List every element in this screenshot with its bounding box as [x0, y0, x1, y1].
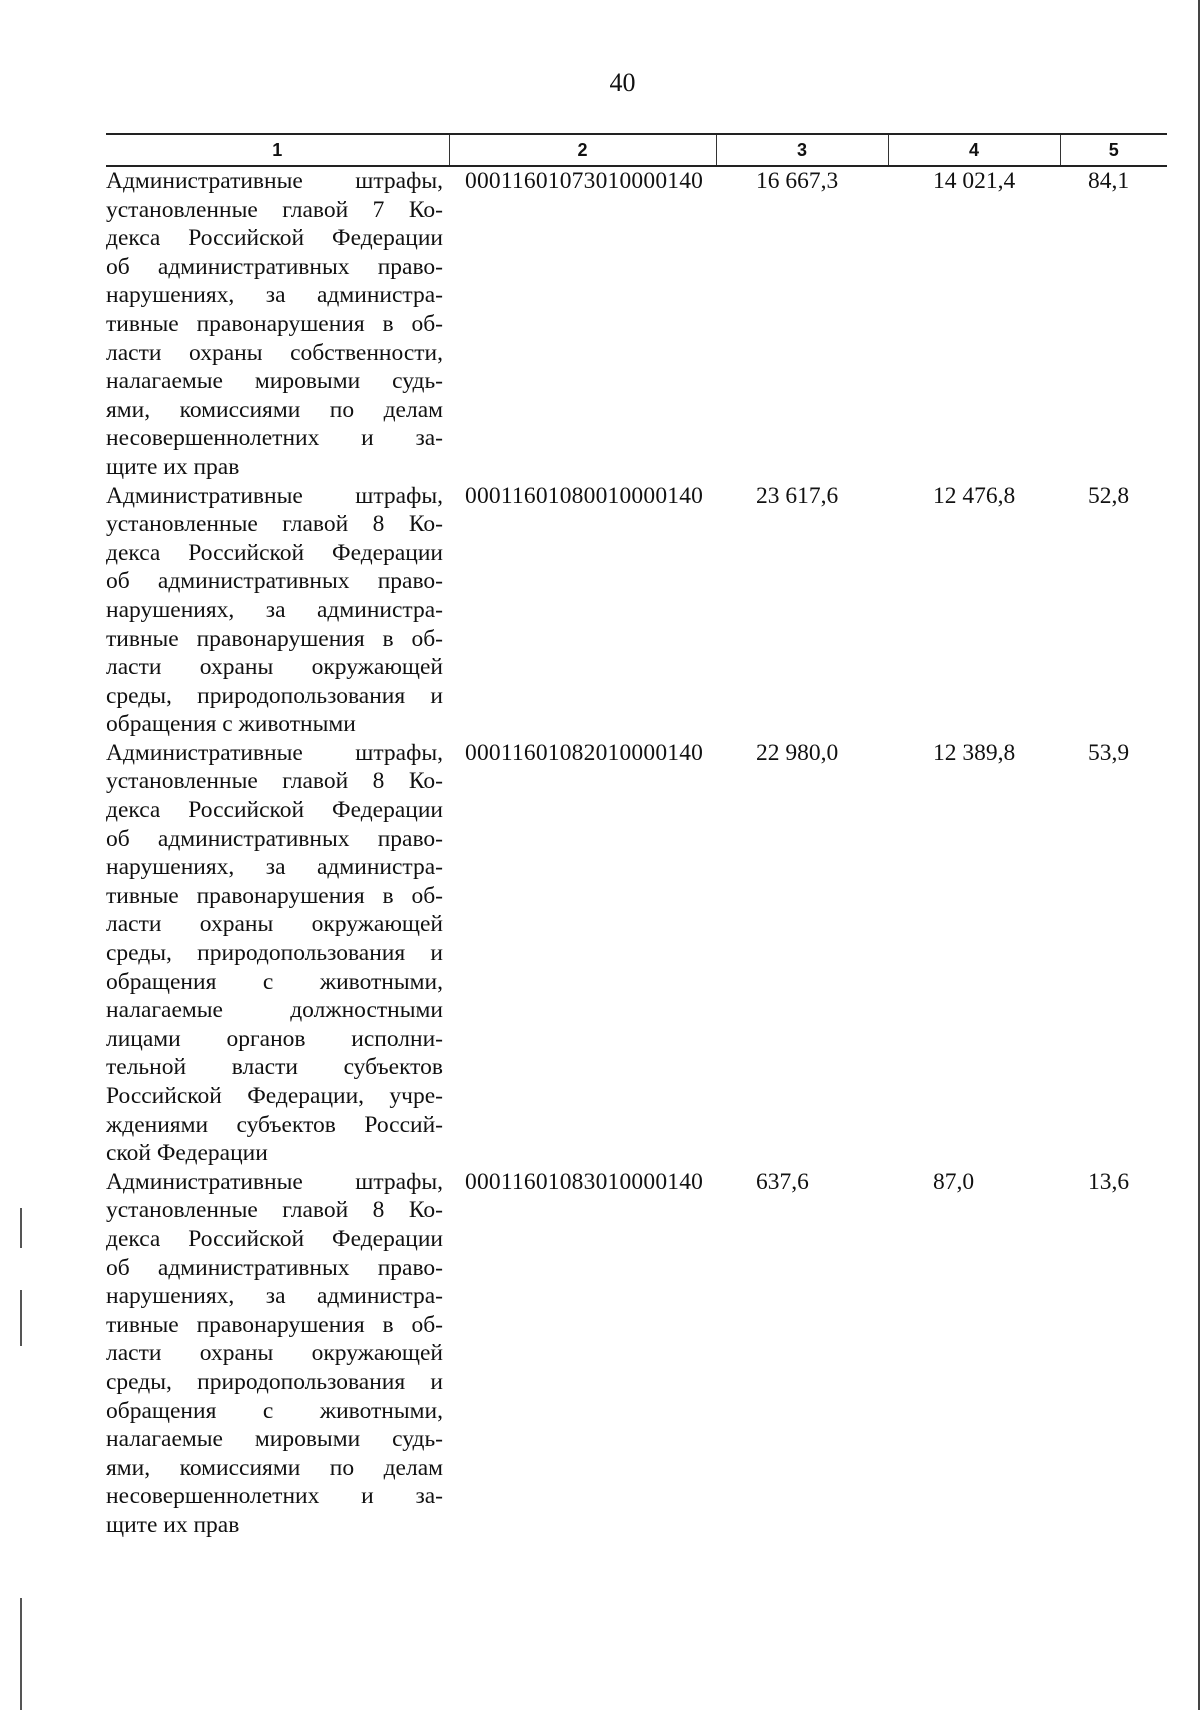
revenue-name-cell	[106, 739, 449, 1168]
revenue-name-line: нарушениях, за администра-	[106, 1283, 443, 1310]
revenue-name-line: Административные штрафы,	[106, 739, 443, 766]
revenue-name-line: тивные правонарушения в об-	[106, 1311, 443, 1338]
revenue-name-line: тивные правонарушения в об-	[106, 625, 443, 652]
budget-code-cell: 00011601080010000140	[465, 482, 704, 509]
budget-table-container	[106, 133, 1167, 1540]
revenue-name-line: налагаемые мировыми судь-	[106, 1426, 443, 1453]
header-col-2: 2	[449, 134, 716, 166]
revenue-name-line: нарушениях, за администра-	[106, 282, 443, 309]
revenue-name-line: налагаемые мировыми судь-	[106, 368, 443, 395]
revenue-name-line: среды, природопользования и	[106, 1368, 443, 1395]
revenue-name-line: ласти охраны окружающей	[106, 1340, 443, 1367]
header-col-5: 5	[1060, 134, 1167, 166]
revenue-name-line: ями, комиссиями по делам	[106, 1454, 443, 1481]
revenue-name-line: нарушениях, за администра-	[106, 854, 443, 881]
revenue-name-line: ласти охраны собственности,	[106, 339, 443, 366]
page-number: 40	[609, 68, 636, 97]
revenue-name-line: несовершеннолетних и за-	[106, 425, 443, 452]
revenue-name-cell	[106, 482, 449, 739]
revenue-name-line: ласти охраны окружающей	[106, 911, 443, 938]
revenue-name-line: ласти охраны окружающей	[106, 654, 443, 681]
budget-code-cell: 00011601073010000140	[465, 168, 704, 194]
revenue-name-line: обращения с животными	[106, 711, 356, 738]
revenue-name-line: декса Российской Федерации	[106, 797, 443, 824]
header-row	[106, 134, 1167, 166]
table-row	[106, 1168, 1167, 1540]
revenue-name-line: Административные штрафы,	[106, 168, 443, 194]
value-col-5-cell: 52,8	[1088, 482, 1130, 509]
header-col-1: 1	[106, 134, 449, 166]
table-header	[106, 134, 1167, 166]
revenue-name-line: Административные штрафы,	[106, 482, 443, 509]
revenue-name-line: среды, природопользования и	[106, 940, 443, 967]
revenue-name-line: декса Российской Федерации	[106, 539, 443, 566]
revenue-name-line: об административных право-	[106, 1254, 443, 1281]
revenue-name-line: установленные главой 7 Ко-	[106, 196, 443, 223]
table-body	[106, 166, 1167, 1540]
revenue-name-line: Административные штрафы,	[106, 1168, 443, 1195]
revenue-name-cell	[106, 1168, 449, 1540]
revenue-name-line: обращения с животными,	[106, 1397, 443, 1424]
value-col-3-cell: 23 617,6	[756, 482, 839, 509]
revenue-name-line: установленные главой 8 Ко-	[106, 1197, 443, 1224]
budget-code-cell: 00011601082010000140	[465, 739, 704, 766]
value-col-5-cell: 84,1	[1088, 168, 1130, 194]
table-row	[106, 482, 1167, 739]
revenue-name-line: тивные правонарушения в об-	[106, 310, 443, 337]
value-col-5-cell: 53,9	[1088, 739, 1130, 766]
header-col-3: 3	[716, 134, 888, 166]
revenue-name-line: обращения с животными,	[106, 968, 443, 995]
revenue-name-line: тивные правонарушения в об-	[106, 882, 443, 909]
revenue-name-line: среды, природопользования и	[106, 682, 443, 709]
revenue-name-line: декса Российской Федерации	[106, 1225, 443, 1252]
scan-margin-mark	[20, 1208, 22, 1248]
revenue-name-line: об административных право-	[106, 253, 443, 280]
value-col-5-cell: 13,6	[1088, 1168, 1130, 1195]
revenue-name-line: об административных право-	[106, 825, 443, 852]
value-col-4-cell: 14 021,4	[933, 168, 1016, 194]
value-col-4-cell: 87,0	[933, 1168, 975, 1195]
value-col-3-cell: 22 980,0	[756, 739, 839, 766]
revenue-name-line: щите их прав	[106, 1511, 240, 1538]
budget-table	[106, 133, 1167, 1540]
table-row	[106, 739, 1167, 1168]
revenue-name-line: ской Федерации	[106, 1140, 268, 1167]
revenue-name-line: несовершеннолетних и за-	[106, 1483, 443, 1510]
revenue-name-line: щите их прав	[106, 453, 240, 480]
revenue-name-cell	[106, 166, 449, 482]
revenue-name-line: нарушениях, за администра-	[106, 596, 443, 623]
revenue-name-line: налагаемые должностными	[106, 997, 443, 1024]
revenue-name-line: тельной власти субъектов	[106, 1054, 443, 1081]
revenue-name-line: Российской Федерации, учре-	[106, 1083, 443, 1109]
revenue-name-line: декса Российской Федерации	[106, 225, 443, 252]
revenue-name-line: об административных право-	[106, 568, 443, 595]
header-col-4: 4	[888, 134, 1060, 166]
revenue-name-line: установленные главой 8 Ко-	[106, 511, 443, 538]
revenue-name-line: установленные главой 8 Ко-	[106, 768, 443, 795]
revenue-name-line: ями, комиссиями по делам	[106, 396, 443, 423]
value-col-4-cell: 12 476,8	[933, 482, 1016, 509]
scan-margin-mark	[20, 1598, 22, 1710]
scan-margin-mark	[20, 1290, 22, 1346]
value-col-3-cell: 16 667,3	[756, 168, 839, 194]
value-col-3-cell: 637,6	[756, 1168, 809, 1195]
table-row	[106, 166, 1167, 482]
budget-code-cell: 00011601083010000140	[465, 1168, 704, 1195]
revenue-name-line: ждениями субъектов Россий-	[106, 1111, 443, 1138]
value-col-4-cell: 12 389,8	[933, 739, 1016, 766]
revenue-name-line: лицами органов исполни-	[106, 1025, 443, 1052]
